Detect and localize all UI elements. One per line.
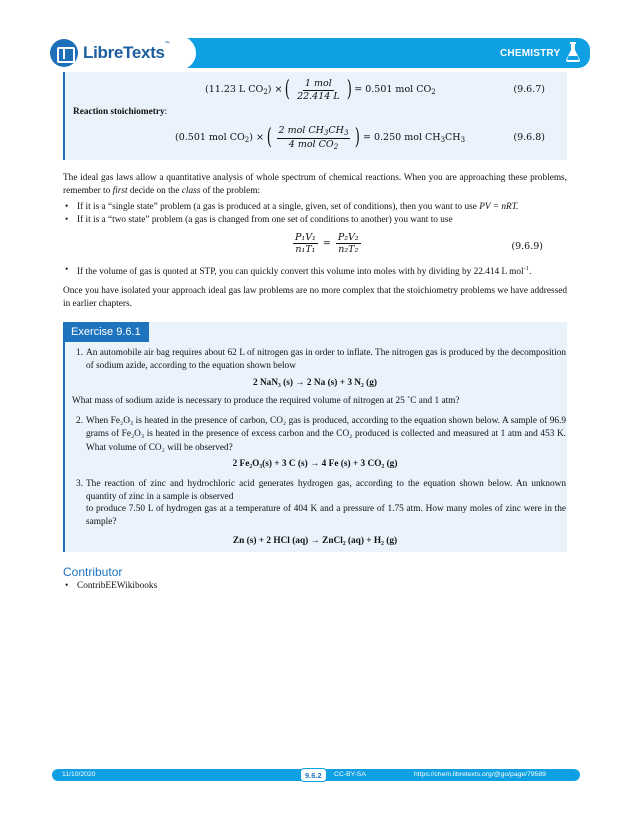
eq9-number: (9.6.9) [511,241,543,252]
equation-9-6-9: $\frac{\text{P₁V₁}}{\text{n₁T₁}}$ = $\frac{\text{P₂V₂}}{\text{n₂T₂}}$ (9.6.9) [295,232,543,256]
contributor-heading: Contributor [63,565,123,579]
book-icon [50,39,78,67]
eq7-rhs: = 0.501 mol $CO_2$ [354,83,436,96]
q3-reaction: Zn (s) + 2 HCl (aq) → ZnCl₂ (aq) + H₂ (g) [232,536,398,546]
question-1-followup: What mass of sodium azide is necessary to produce the required volume of nitrogen at 25 ˚C and 1 atm? [72,396,460,406]
eq8-lhs: (0.501 mol $CO_2$) × [175,131,264,144]
eq7-lhs: (11.23 L $CO_2$) × [205,83,283,96]
list-item: • If the volume of gas is quoted at STP, you can quickly convert this volume into moles with by dividing by 22.414 L mol$^{-1}$. [63,264,567,280]
libretexts-logo[interactable] [46,36,196,70]
equation-box [63,72,567,160]
question-3: The reaction of zinc and hydrochloric acid generates hydrogen gas, according to the equation shown below. An unknown quantity of zinc in a sample is observed [86,479,566,503]
exercise-title: Exercise 9.6.1 [63,322,149,342]
page-number: 9.6.2 [300,768,327,782]
question-3-cont: to produce 7.50 L of hydrogen gas at a temperature of 404 K and a pressure of 1.75 atm. How many moles of zinc were in the sample? [86,504,566,528]
intro-paragraph: The ideal gas laws allow a quantitative analysis of whole spectrum of chemical reactions. When you are approaching these problems, remember to first decide on the class of the problem: [63,173,567,197]
eq8-number: (9.6.8) [513,132,545,144]
stoichiometry-label: Reaction stoichiometry: [73,107,168,117]
flask-icon [565,42,581,62]
eq8-fraction: $\frac{2 mol CH_3CH_3}{4 mol CO_2}$ [278,125,349,151]
footer-url[interactable]: https://chem.libretexts.org/@go/page/79589 [414,771,546,778]
footer-date: 11/10/2020 [62,771,96,778]
q3-number: 3. [76,479,83,489]
page-header [0,0,630,72]
list-item: • If it is a “single state” problem (a gas is produced at a single, given, set of conditions), then you want to use PV = nRT. [63,201,567,214]
question-1: An automobile air bag requires about 62 L of nitrogen gas in order to inflate. The nitrogen gas is produced by the decomposition of sodium azide, according to the equation shown below [86,348,566,372]
equation-9-6-7: (11.23 L $CO_2$) × ( $\frac{\text{1 mol}}{22.414 L}$ ) = 0.501 mol $CO_2$ (9.6.7) [205,77,545,102]
subject-label[interactable]: CHEMISTRY [500,48,561,59]
list-item: • If it is a “two state” problem (a gas is changed from one set of conditions to another) you want to use [63,214,567,227]
page-footer [52,769,580,781]
stp-list [63,264,567,280]
brand-name: LibreTexts™ [83,40,170,62]
footer-license[interactable]: CC-BY-SA [334,771,366,778]
list-item: • ContribEEWikibooks [63,580,567,593]
q1-number: 1. [76,348,83,358]
q2-number: 2. [76,416,83,426]
eq7-fraction: $\frac{\text{1 mol}}{22.414 L}$ [297,78,340,102]
q2-reaction: 2 Fe₂O₃(s) + 3 C (s) → 4 Fe (s) + 3 CO₂ (g) [232,459,398,469]
q1-reaction: 2 NaN₃ (s) → 2 Na (s) + 3 N₂ (g) [253,378,377,388]
equation-9-6-8: (0.501 mol $CO_2$) × ( $\frac{2 mol CH_3CH_3}{4 mol CO_2}$ ) = 0.250 mol $CH_3CH_3$ (9.6.8) [175,125,545,151]
eq8-rhs: = 0.250 mol $CH_3CH_3$ [363,131,466,144]
problem-class-list [63,201,567,228]
contributor-list [63,580,567,593]
question-2: When Fe₂O₃ is heated in the presence of carbon, CO₂ gas is produced, according to the equation shown below. A sample of 96.9 grams of Fe₂O₃ is heated in the presence of excess carbon and the CO₂ produced is collected and measured at 1 atm and 453 K. What volume of CO₂ will be observed? [86,416,566,453]
closing-paragraph: Once you have isolated your approach ideal gas law problems are no more complex that the stoichiometry problems we have addressed in earlier chapters. [63,286,567,310]
eq7-number: (9.6.7) [513,84,545,96]
